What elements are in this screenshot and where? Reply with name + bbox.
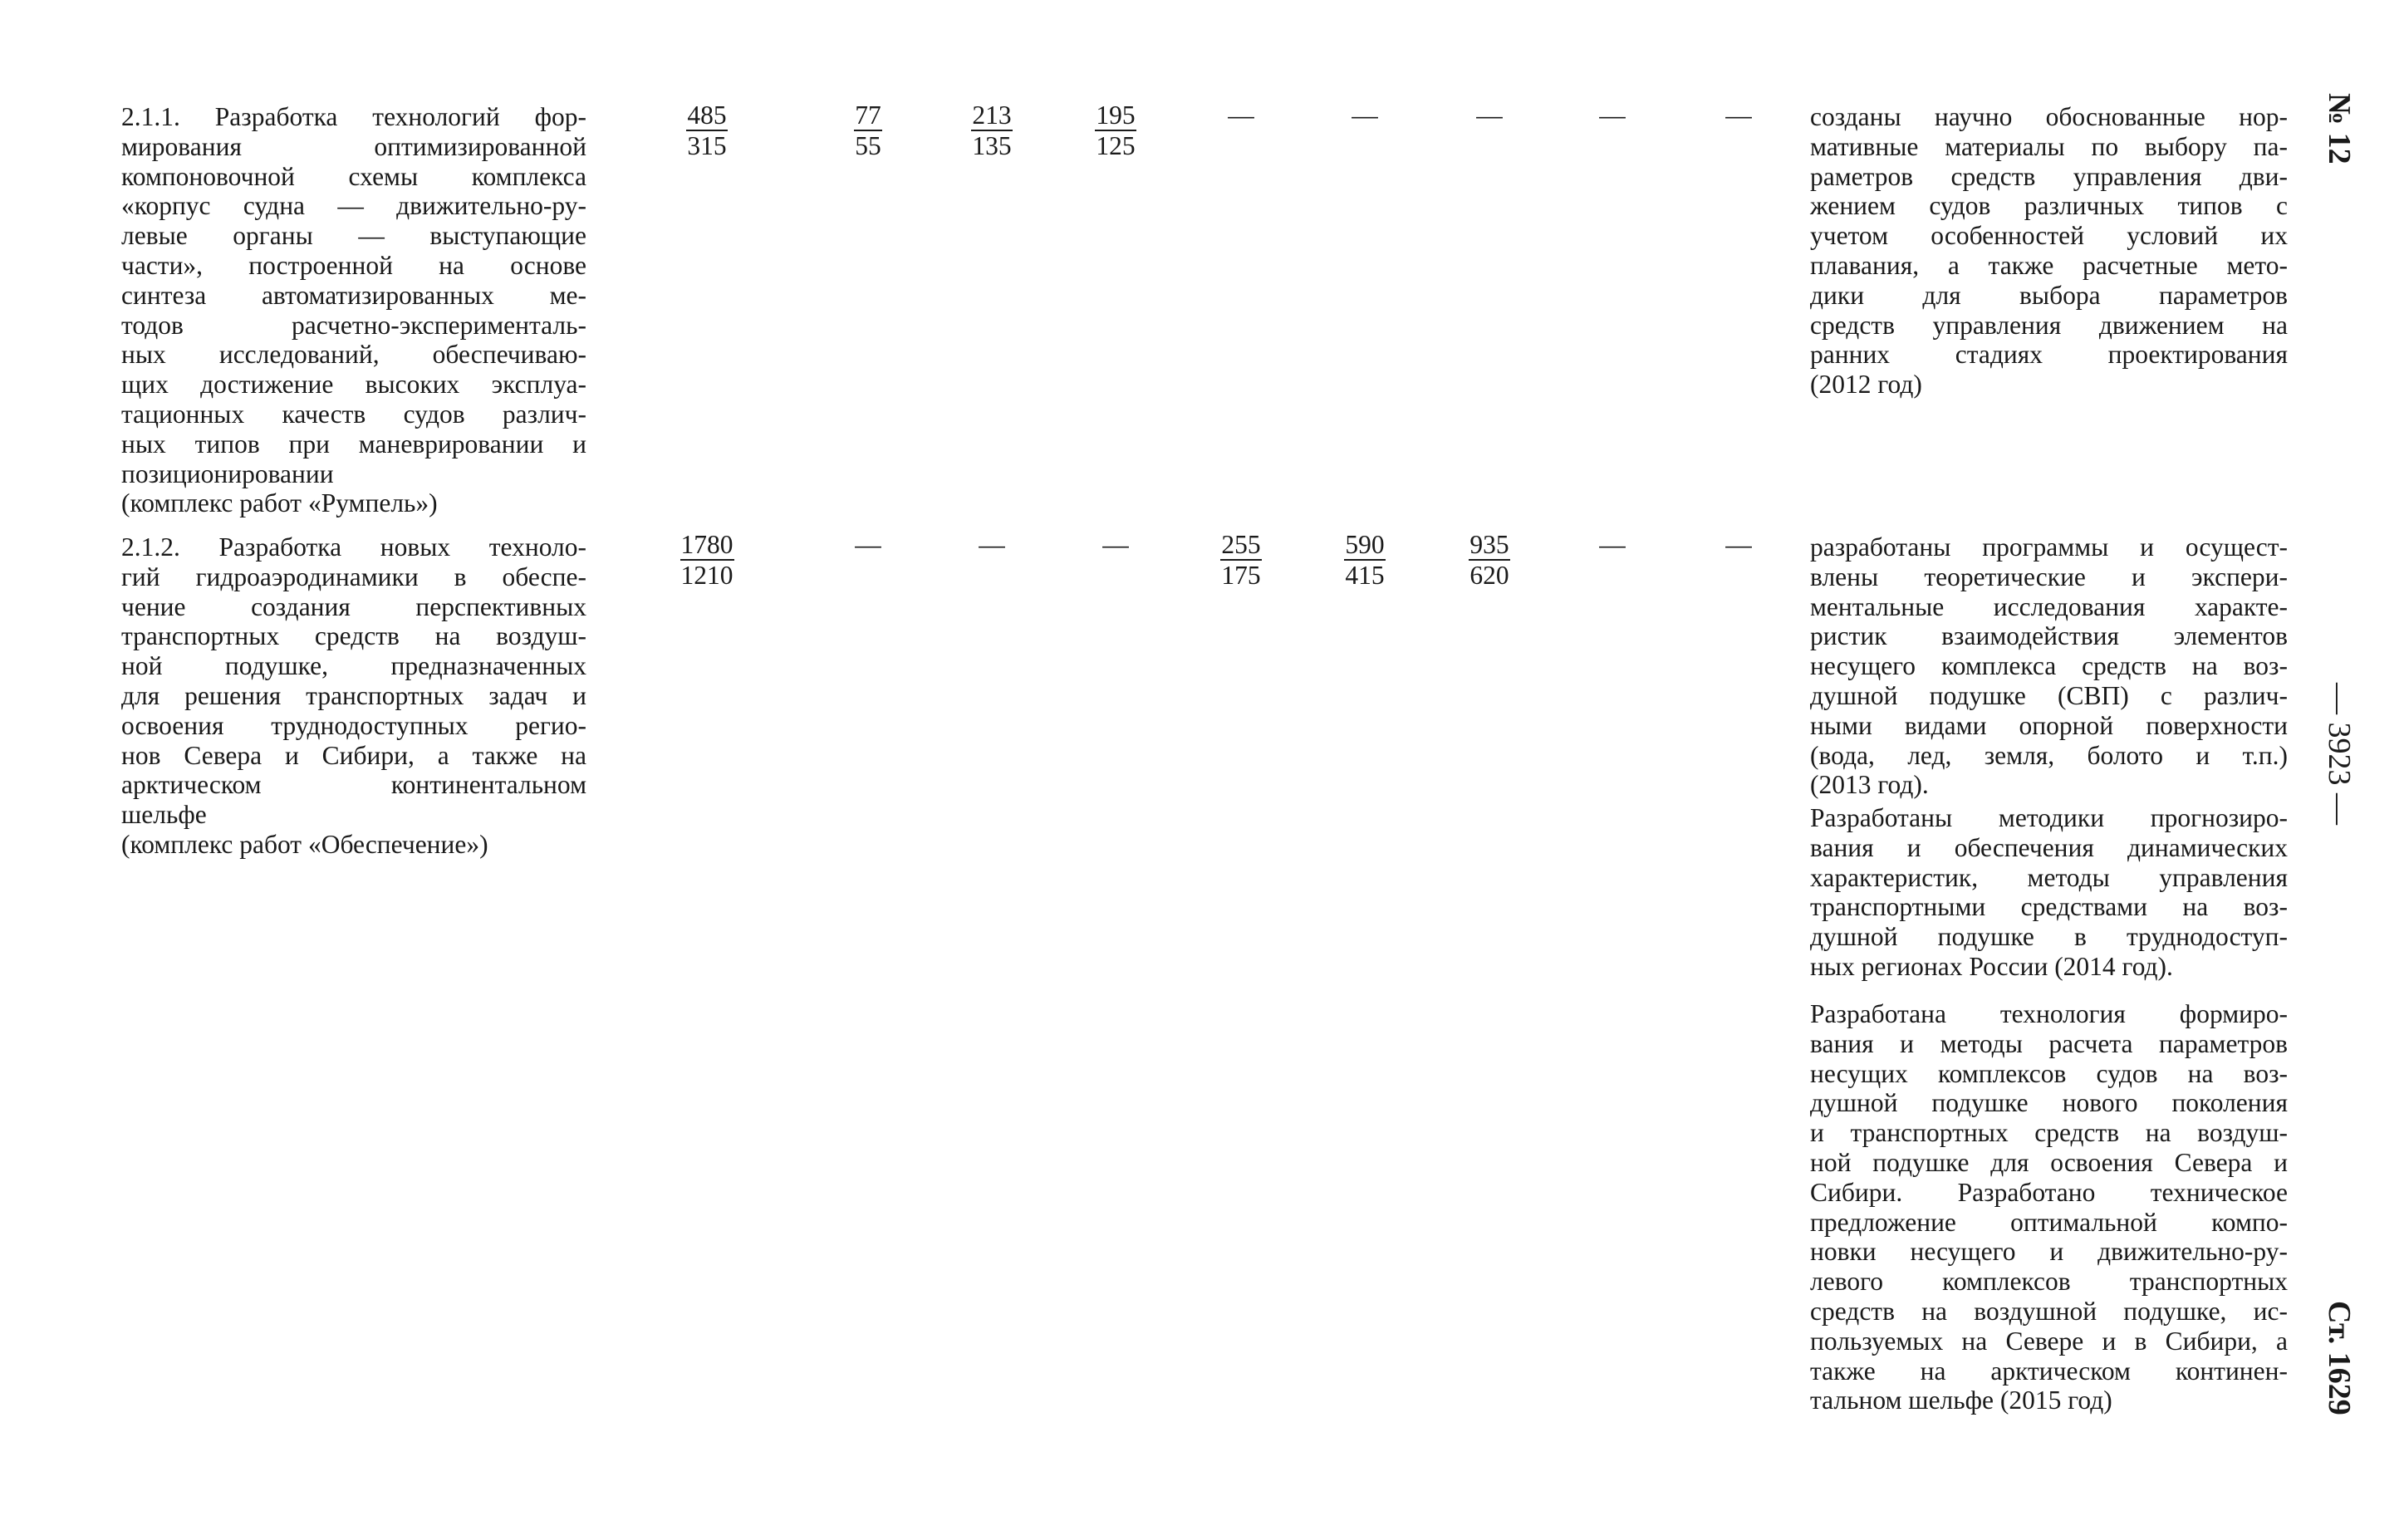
row-1-cell-3: [954, 101, 1029, 161]
row-2-result-para-3: [1810, 999, 2288, 1415]
text-line: несущего комплекса средств на воз-: [1810, 651, 2288, 681]
text-line: тационных качеств судов различ-: [121, 399, 586, 429]
row-2-cell-2: —: [855, 530, 881, 559]
text-line: Разработаны методики прогнозиро-: [1810, 803, 2288, 832]
text-line: разработаны программы и осущест-: [1810, 532, 2288, 562]
text-line: 2.1.1. Разработка технологий фор-: [121, 102, 586, 131]
text-line: ранних стадиях проектирования: [1810, 340, 2288, 370]
page-number: — 3923 —: [2322, 683, 2357, 825]
numerator: 935: [1469, 530, 1509, 559]
text-line: влены теоретические и экспери-: [1810, 562, 2288, 591]
text-line: душной подушке в труднодоступ-: [1810, 922, 2288, 952]
text-line: учетом особенностей условий их: [1810, 221, 2288, 251]
article-number: Ст. 1629: [2322, 1301, 2357, 1415]
text-line: гий гидроаэродинамики в обеспе-: [121, 562, 586, 591]
row-1-cell-9: —: [1725, 101, 1752, 130]
text-line: (2012 год): [1810, 370, 1922, 400]
text-line: раметров средств управления дви-: [1810, 161, 2288, 191]
text-line: «корпус судна — движительно-ру-: [121, 191, 586, 221]
issue-number: № 12: [2322, 93, 2357, 164]
text-line: шельфе: [121, 800, 207, 830]
row-2-cell-8: —: [1599, 530, 1626, 559]
text-line: жением судов различных типов с: [1810, 191, 2288, 221]
text-line: позиционировании: [121, 459, 334, 488]
text-line: ных типов при маневрировании и: [121, 429, 586, 459]
text-line: вания и методы расчета параметров: [1810, 1028, 2288, 1058]
text-line: синтеза автоматизированных ме-: [121, 280, 586, 310]
text-line: транспортных средств на воздуш-: [121, 621, 586, 651]
text-line: щих достижение высоких эксплуа-: [121, 370, 586, 400]
text-line: плавания, а также расчетные мето-: [1810, 250, 2288, 280]
row-1-cell-1: [670, 101, 744, 161]
denominator: 415: [1345, 561, 1385, 590]
text-line: средств на воздушной подушке, ис-: [1810, 1296, 2288, 1326]
text-line: новки несущего и движительно-ру-: [1810, 1237, 2288, 1267]
text-line: транспортными средствами на воз-: [1810, 892, 2288, 922]
text-line: нов Севера и Сибири, а также на: [121, 740, 586, 770]
denominator: 315: [687, 131, 727, 160]
text-line: пользуемых на Севере и в Сибири, а: [1810, 1326, 2288, 1356]
text-line: также на арктическом континен-: [1810, 1356, 2288, 1386]
text-line: левого комплексов транспортных: [1810, 1267, 2288, 1297]
text-line: ными видами опорной поверхности: [1810, 710, 2288, 740]
text-line: ристик взаимодействия элементов: [1810, 621, 2288, 651]
row-2-description: [121, 532, 586, 860]
text-line: мирования оптимизированной: [121, 131, 586, 161]
numerator: 590: [1345, 530, 1385, 559]
row-1-cell-6: —: [1352, 101, 1378, 130]
row-1-description: [121, 102, 586, 518]
text-line: Разработана технология формиро-: [1810, 999, 2288, 1028]
denominator: 175: [1221, 561, 1261, 590]
row-2-cell-9: —: [1725, 530, 1752, 559]
denominator: 1210: [680, 561, 733, 590]
text-line: ной подушке, предназначенных: [121, 651, 586, 681]
text-line: созданы научно обоснованные нор-: [1810, 102, 2288, 131]
text-line: ных исследований, обеспечиваю-: [121, 340, 586, 370]
row-1-cell-8: —: [1599, 101, 1626, 130]
text-line: средств управления движением на: [1810, 310, 2288, 340]
row-2-cell-6: [1327, 530, 1402, 591]
text-line: ной подушке для освоения Севера и: [1810, 1147, 2288, 1177]
text-line: освоения труднодоступных регио-: [121, 710, 586, 740]
text-line: (вода, лед, земля, болото и т.п.): [1810, 740, 2288, 770]
text-line: характеристик, методы управления: [1810, 862, 2288, 892]
text-line: (комплекс работ «Обеспечение»): [121, 829, 488, 859]
row-2-result-para-1: [1810, 532, 2288, 800]
row-1-result: [1810, 102, 2288, 400]
text-line: 2.1.2. Разработка новых техноло-: [121, 532, 586, 562]
text-line: компоновочной схемы комплекса: [121, 161, 586, 191]
row-1-cell-7: —: [1476, 101, 1503, 130]
numerator: 77: [855, 101, 881, 130]
text-line: арктическом континентальном: [121, 770, 586, 800]
row-2-cell-3: —: [979, 530, 1005, 559]
text-line: душной подушке (СВП) с различ-: [1810, 680, 2288, 710]
row-1-cell-2: [831, 101, 905, 161]
text-line: чение создания перспективных: [121, 591, 586, 621]
text-line: тальном шельфе (2015 год): [1810, 1386, 2112, 1415]
text-line: (комплекс работ «Румпель»): [121, 488, 438, 518]
text-line: ных регионах России (2014 год).: [1810, 951, 2173, 981]
text-line: предложение оптимальной компо-: [1810, 1207, 2288, 1237]
denominator: 620: [1469, 561, 1509, 590]
text-line: Сибири. Разработано техническое: [1810, 1177, 2288, 1207]
text-line: для решения транспортных задач и: [121, 680, 586, 710]
text-line: левые органы — выступающие: [121, 221, 586, 251]
text-line: вания и обеспечения динамических: [1810, 832, 2288, 862]
numerator: 1780: [680, 530, 733, 559]
text-line: ментальные исследования характе-: [1810, 591, 2288, 621]
row-2-result-para-2: [1810, 803, 2288, 982]
text-line: (2013 год).: [1810, 770, 1929, 800]
denominator: 125: [1096, 131, 1136, 160]
text-line: тодов расчетно-эксперименталь-: [121, 310, 586, 340]
text-line: и транспортных средств на воздуш-: [1810, 1118, 2288, 1148]
numerator: 195: [1096, 101, 1136, 130]
numerator: 485: [687, 101, 727, 130]
text-line: части», построенной на основе: [121, 250, 586, 280]
denominator: 55: [855, 131, 881, 160]
row-1-cell-5: —: [1228, 101, 1254, 130]
text-line: несущих комплексов судов на воз-: [1810, 1058, 2288, 1088]
numerator: 213: [972, 101, 1012, 130]
row-2-cell-5: [1204, 530, 1278, 591]
numerator: 255: [1221, 530, 1261, 559]
row-1-cell-4: [1078, 101, 1153, 161]
row-2-cell-7: [1452, 530, 1527, 591]
denominator: 135: [972, 131, 1012, 160]
text-line: душной подушке нового поколения: [1810, 1088, 2288, 1118]
text-line: дики для выбора параметров: [1810, 280, 2288, 310]
text-line: мативные материалы по выбору па-: [1810, 131, 2288, 161]
row-2-cell-4: —: [1102, 530, 1129, 559]
row-2-cell-1: [670, 530, 744, 591]
